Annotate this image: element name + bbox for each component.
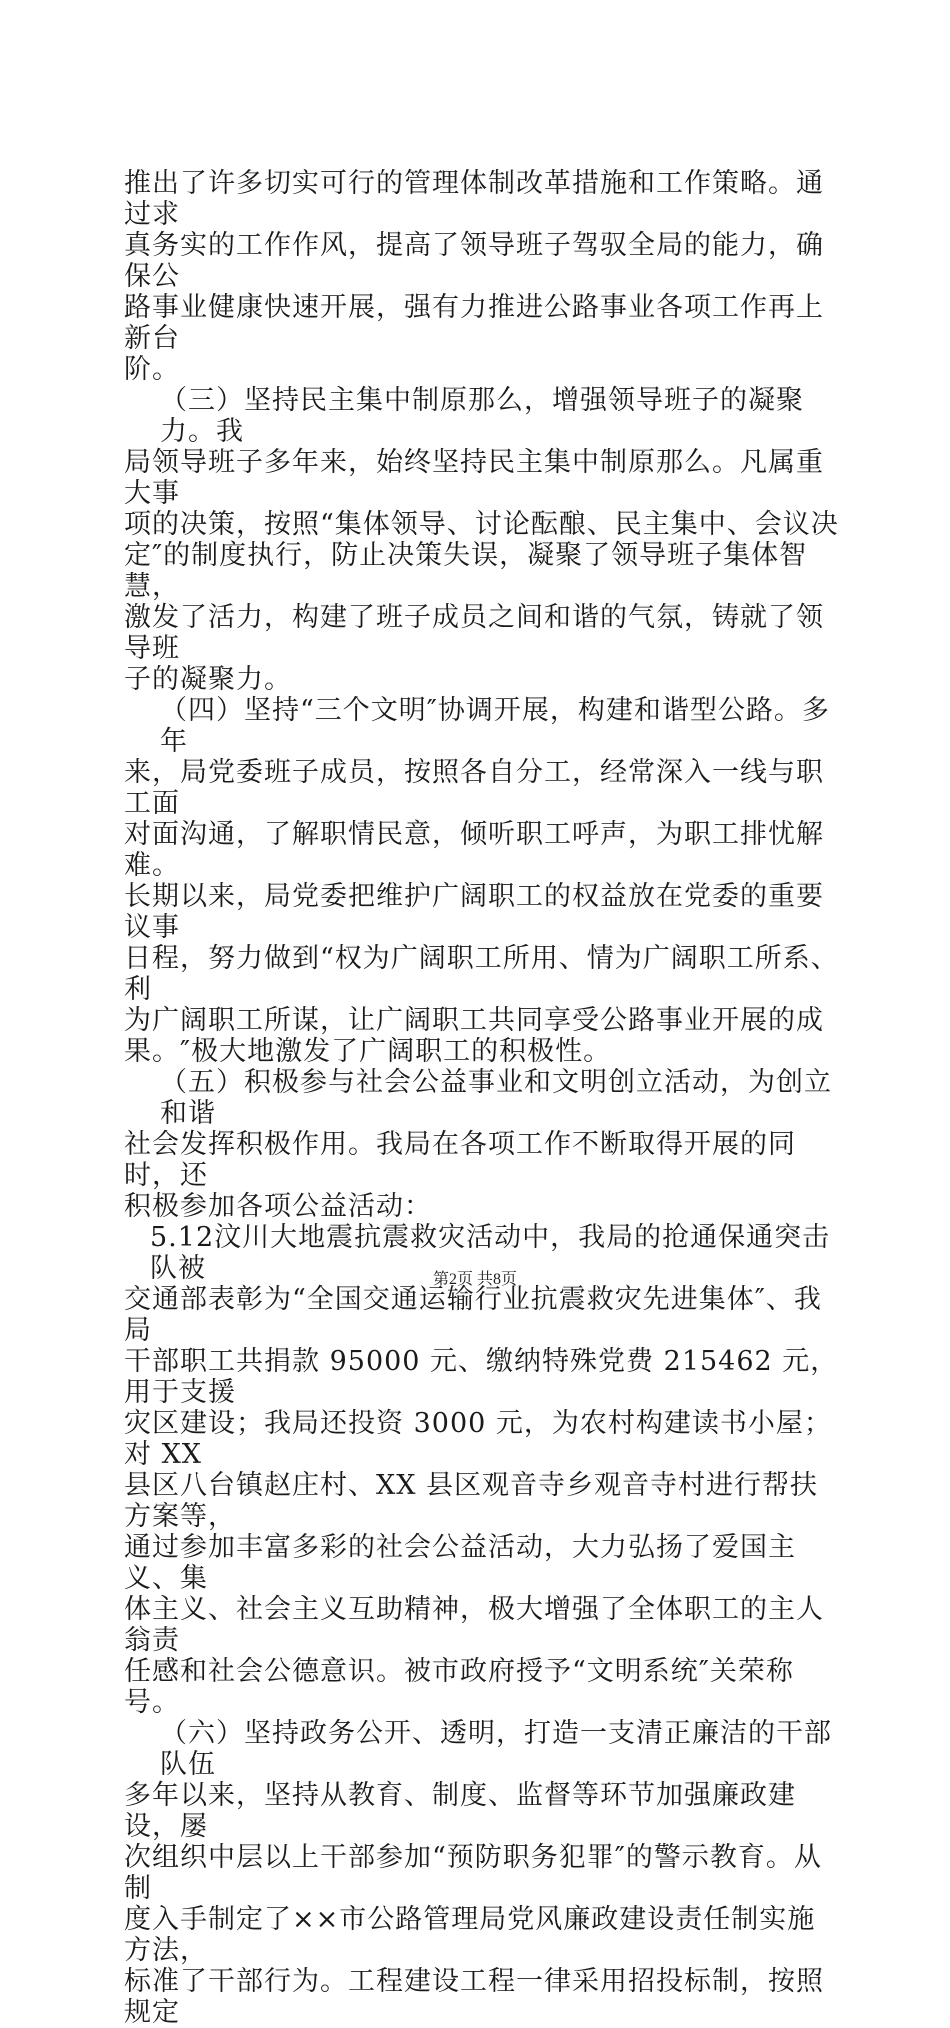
text-line: 激发了活力，构建了班子成员之间和谐的气氛，铸就了领导班	[124, 602, 824, 664]
text-line: 标准了干部行为。工程建设工程一律采用招投标制，按照规定	[124, 1966, 824, 2028]
text-line: 积极参加各项公益活动：	[124, 1191, 432, 1222]
text-line: 通过参加丰富多彩的社会公益活动，大力弘扬了爱国主义、集	[124, 1532, 796, 1594]
text-line: 路事业健康快速开展，强有力推进公路事业各项工作再上新台	[124, 292, 824, 354]
text-line: 来，局党委班子成员，按照各自分工，经常深入一线与职工面	[124, 757, 824, 819]
section-heading-line: （四）坚持“三个文明″协调开展，构建和谐型公路。多年	[160, 695, 830, 757]
text-line: 子的凝聚力。	[124, 664, 292, 695]
text-line: 阶。	[124, 354, 180, 385]
text-line: 对面沟通，了解职情民意，倾听职工呼声，为职工排忧解难。	[124, 819, 824, 881]
text-line: 任感和社会公德意识。被市政府授予“文明系统″关荣称号。	[124, 1656, 794, 1718]
text-line: 多年以来，坚持从教育、制度、监督等环节加强廉政建设，屡	[124, 1780, 796, 1842]
text-line: 交通部表彰为“全国交通运输行业抗震救灾先进集体″、我局	[124, 1284, 822, 1346]
text-line: 推出了许多切实可行的管理体制改革措施和工作策略。通过求	[124, 168, 824, 230]
text-line: 次组织中层以上干部参加“预防职务犯罪″的警示教育。从制	[124, 1842, 822, 1904]
text-line: 长期以来，局党委把维护广阔职工的权益放在党委的重要议事	[124, 881, 824, 943]
text-line: 度入手制定了××市公路管理局党风廉政建设责任制实施方法，	[124, 1904, 816, 1966]
text-line: 社会发挥积极作用。我局在各项工作不断取得开展的同时，还	[124, 1129, 796, 1191]
text-line: 体主义、社会主义互助精神，极大增强了全体职工的主人翁责	[124, 1594, 824, 1656]
text-line: 干部职工共捐款 95000 元、缴纳特殊党费 215462 元，用于支援	[124, 1346, 839, 1408]
text-line: 日程，努力做到“权为广阔职工所用、情为广阔职工所系、利	[124, 943, 839, 1005]
section-heading-line: （三）坚持民主集中制原那么，增强领导班子的凝聚力。我	[160, 385, 804, 447]
section-heading-line: （六）坚持政务公开、透明，打造一支清正廉洁的干部队伍	[160, 1718, 832, 1780]
text-line: 真务实的工作作风，提高了领导班子驾驭全局的能力，确保公	[124, 230, 824, 292]
text-line: 项的决策，按照“集体领导、讨论酝酿、民主集中、会议决	[124, 509, 839, 540]
text-line: 灾区建设；我局还投资 3000 元，为农村构建读书小屋；对 XX	[124, 1408, 832, 1470]
text-line: 局领导班子多年来，始终坚持民主集中制原那么。凡属重大事	[124, 447, 824, 509]
text-line: 果。″极大地激发了广阔职工的积极性。	[124, 1036, 612, 1067]
text-line: 县区八台镇赵庄村、XX 县区观音寺乡观音寺村进行帮扶方案等，	[124, 1470, 819, 1532]
body-text	[124, 168, 840, 2028]
text-line: 为广阔职工所谋，让广阔职工共同享受公路事业开展的成	[124, 1005, 824, 1036]
text-line: 定″的制度执行，防止决策失误，凝聚了领导班子集体智慧，	[124, 540, 808, 602]
text-line: 5.12汶川大地震抗震救灾活动中，我局的抢通保通突击队被	[150, 1222, 831, 1284]
page-number-footer: 第2页 共8页	[432, 1271, 517, 1288]
section-heading-line: （五）积极参与社会公益事业和文明创立活动，为创立和谐	[160, 1067, 832, 1129]
